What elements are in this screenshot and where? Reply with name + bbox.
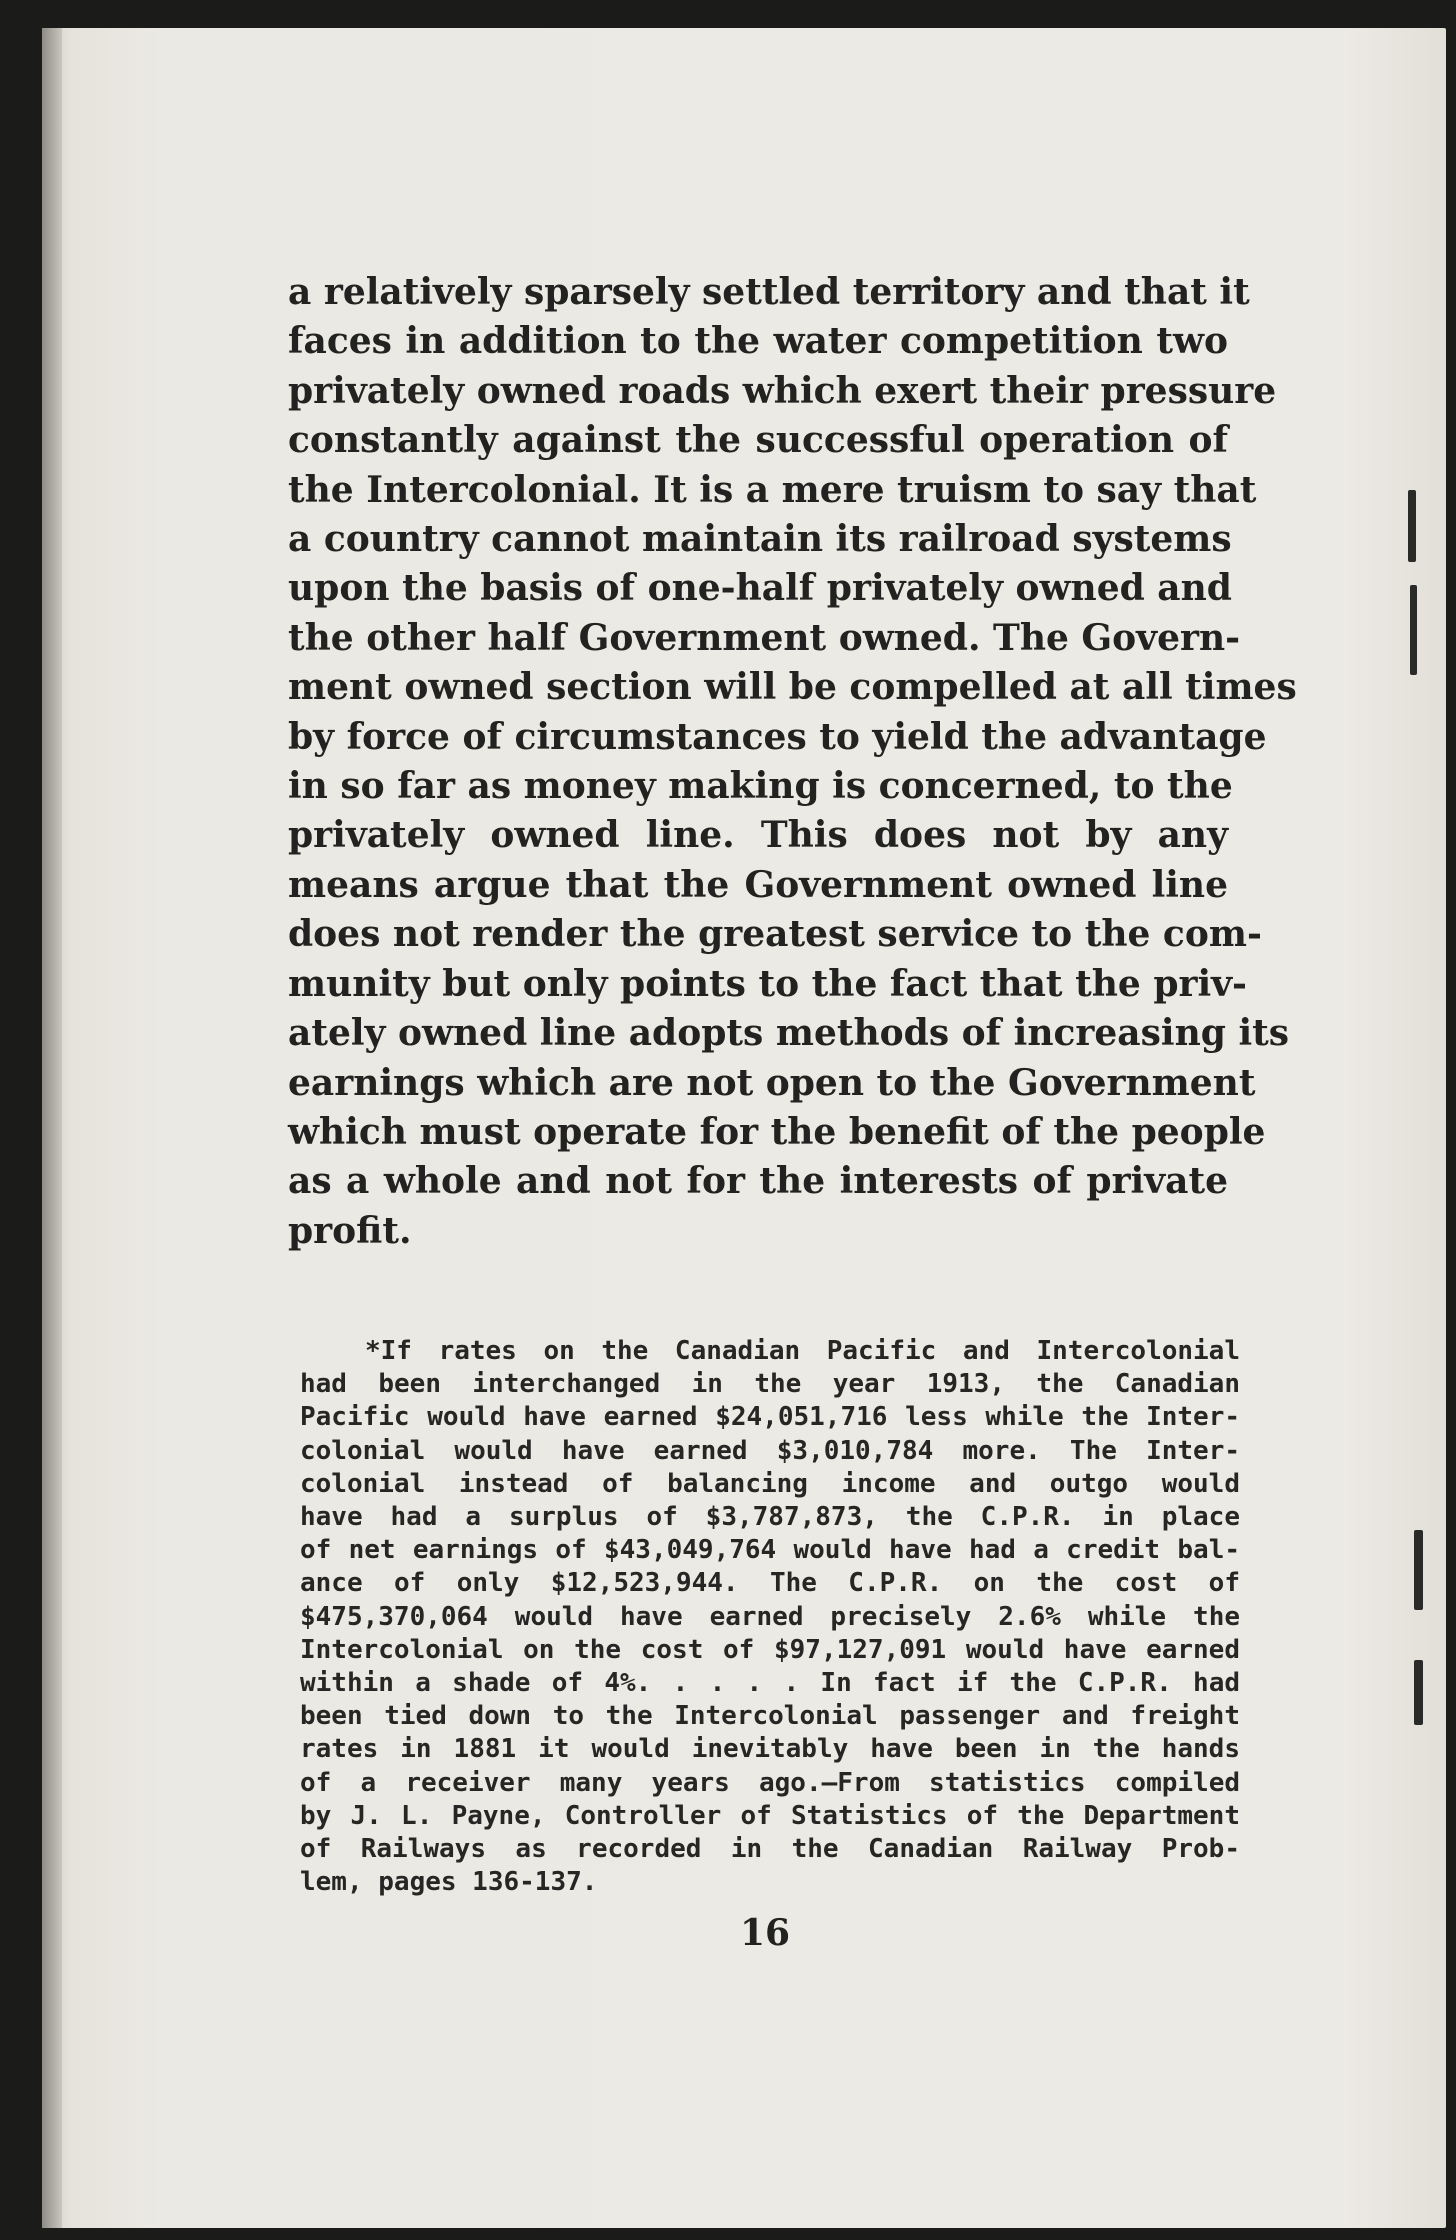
body-line: the Intercolonial. It is a mere truism to say that <box>288 468 1257 511</box>
body-line: upon the basis of one-half privately owned and <box>288 567 1232 610</box>
body-line: a country cannot maintain its railroad systems <box>288 518 1232 561</box>
body-line: earnings which are not open to the Government <box>288 1061 1256 1104</box>
footnote-line: of net earnings of $43,049,764 would have had a credit bal- <box>300 1535 1240 1566</box>
footnote-line: Pacific would have earned $24,051,716 less while the Inter- <box>300 1402 1240 1433</box>
body-line: privately owned roads which exert their pressure <box>288 369 1277 412</box>
body-line: a relatively sparsely settled territory and that it <box>288 271 1250 313</box>
body-line: ment owned section will be compelled at all times <box>288 666 1297 709</box>
footnote-line: lem, pages 136-137. <box>300 1867 598 1898</box>
body-line: means argue that the Government owned line <box>288 863 1228 906</box>
footnote-line: within a shade of 4%. . . . . In fact if the C.P.R. had <box>300 1668 1240 1699</box>
footnote-line: ance of only $12,523,944. The C.P.R. on the cost of <box>300 1568 1240 1599</box>
footnote-line: Intercolonial on the cost of $97,127,091 would have earned <box>300 1634 1240 1665</box>
body-paragraph <box>288 268 1297 1256</box>
body-line: constantly against the successful operation of <box>288 419 1228 462</box>
footnote-line: been tied down to the Intercolonial passenger and freight <box>300 1701 1240 1732</box>
body-line: as a whole and not for the interests of private <box>288 1160 1228 1203</box>
footnote-line: rates in 1881 it would inevitably have been in the hands <box>300 1734 1240 1765</box>
body-line: in so far as money making is concerned, to the <box>288 765 1233 808</box>
footnote-line: had been interchanged in the year 1913, the Canadian <box>300 1369 1240 1400</box>
footnote-line: have had a surplus of $3,787,873, the C.P.R. in place <box>300 1502 1240 1533</box>
footnote-line: of a receiver many years ago.—From statistics compiled <box>300 1767 1240 1798</box>
bleed-through-mark <box>1414 1660 1423 1725</box>
footnote-line: of Railways as recorded in the Canadian Railway Prob- <box>300 1834 1240 1865</box>
body-line: by force of circumstances to yield the advantage <box>288 715 1267 758</box>
body-line: profit. <box>288 1209 412 1252</box>
body-line: privately owned line. This does not by any <box>288 814 1228 857</box>
body-line: munity but only points to the fact that the priv- <box>288 962 1247 1005</box>
footnote-line: $475,370,064 would have earned precisely 2.6% while the <box>300 1601 1240 1632</box>
bleed-through-mark <box>1414 1530 1423 1610</box>
body-line: does not render the greatest service to the com- <box>288 913 1262 956</box>
page-number: 16 <box>740 1912 791 1954</box>
footnote-line: colonial would have earned $3,010,784 more. The Inter- <box>300 1435 1240 1466</box>
bleed-through-mark <box>1410 585 1417 675</box>
footnote-line: colonial instead of balancing income and outgo would <box>300 1468 1240 1499</box>
body-line: faces in addition to the water competition two <box>288 320 1228 363</box>
bleed-through-mark <box>1408 490 1416 562</box>
footnote-line: *If rates on the Canadian Pacific and Intercolonial <box>365 1336 1240 1366</box>
body-line: the other half Government owned. The Govern- <box>288 616 1241 659</box>
binding-gutter <box>42 28 62 2228</box>
body-line: ately owned line adopts methods of increasing its <box>288 1012 1290 1055</box>
body-line: which must operate for the benefit of the people <box>288 1110 1266 1153</box>
footnote <box>300 1335 1240 1899</box>
footnote-line: by J. L. Payne, Controller of Statistics of the Department <box>300 1800 1240 1831</box>
